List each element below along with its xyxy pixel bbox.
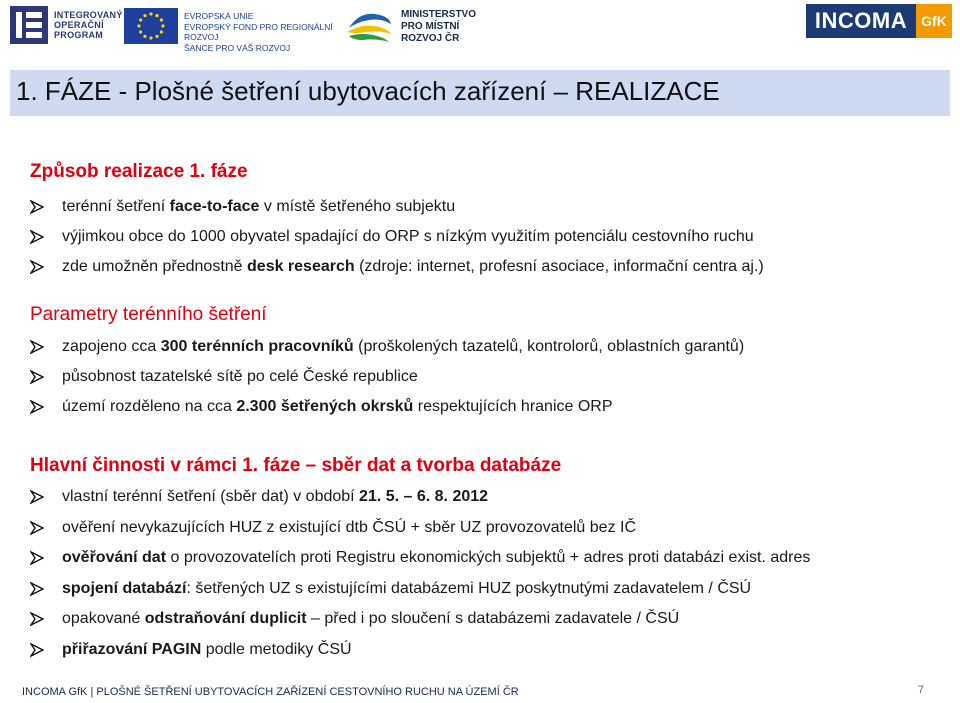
arrow-bullet-icon [30, 521, 44, 535]
bullet-text: 300 terénních pracovníků [160, 338, 354, 355]
iop-mark-icon [10, 6, 48, 44]
bullet-text: : šetřených UZ s existujícími databázemi HUZ poskytnutými zadavatelem / ČSÚ [186, 579, 752, 597]
bullet-text: území rozděleno na cca [62, 398, 237, 415]
section-heading-parameters: Parametry terénního šetření [30, 304, 267, 325]
bullet-text: odstraňování duplicit [144, 610, 307, 627]
bullet-item [30, 392, 744, 422]
arrow-bullet-icon [30, 612, 44, 626]
bullet-list-activities [30, 482, 810, 665]
mmr-logo-text: MINISTERSTVO PRO MÍSTNÍ ROZVOJ ČR [401, 9, 477, 44]
arrow-bullet-icon [30, 230, 44, 244]
bullet-text: desk research [247, 258, 355, 275]
bullet-text: ověření nevykazujících HUZ z existující dtb ČSÚ + sběr UZ provozovatelů bez IČ [62, 518, 637, 536]
arrow-bullet-icon [30, 340, 44, 354]
iop-logo [10, 6, 123, 44]
bullet-text: zde umožněn přednostně [62, 258, 248, 275]
bullet-text: v místě šetřeného subjektu [259, 198, 456, 215]
iop-logo-text: INTEGROVANÝ OPERAČNÍ PROGRAM [54, 10, 123, 40]
bullet-item [30, 513, 810, 544]
bullet-text: vlastní terénní šetření (sběr dat) v období [62, 488, 360, 505]
incoma-gfk-logo [806, 4, 952, 38]
bullet-text: výjimkou obce do 1000 obyvatel spadající do ORP s nízkým využitím potenciálu cestovního ruchu [62, 228, 754, 245]
bullet-text: – před i po sloučení s databázemi zadavatele / ČSÚ [306, 610, 680, 627]
bullet-item [30, 192, 764, 222]
bullet-item [30, 332, 744, 362]
bullet-item [30, 635, 810, 666]
bullet-item [30, 252, 764, 282]
bullet-text: face-to-face [169, 198, 260, 215]
arrow-bullet-icon [30, 400, 44, 414]
bullet-text: (zdroje: internet, profesní asociace, informační centra aj.) [354, 258, 764, 275]
logo-bar [0, 0, 960, 53]
bullet-list-method [30, 192, 764, 282]
bullet-item [30, 543, 810, 574]
title-band [10, 70, 950, 116]
section-heading-method: Způsob realizace 1. fáze [30, 161, 248, 182]
eu-flag-icon [124, 8, 178, 44]
slide-title: 1. FÁZE - Plošné šetření ubytovacích zařízení – REALIZACE [16, 76, 720, 106]
bullet-text: terénní šetření [62, 198, 170, 215]
arrow-bullet-icon [30, 551, 44, 565]
bullet-item [30, 362, 744, 392]
arrow-bullet-icon [30, 200, 44, 214]
footer-text: INCOMA GfK | PLOŠNÉ ŠETŘENÍ UBYTOVACÍCH ZAŘÍZENÍ CESTOVNÍHO RUCHU NA ÚZEMÍ ČR [22, 686, 519, 698]
bullet-text: o provozovatelích proti Registru ekonomických subjektů + adres proti databázi exist. adres [166, 549, 811, 566]
eu-logo [124, 6, 339, 53]
bullet-text: přiřazování PAGIN [62, 640, 202, 658]
mmr-emblem-icon [345, 6, 393, 46]
page-number: 7 [917, 684, 924, 696]
arrow-bullet-icon [30, 643, 44, 657]
bullet-text: spojení databází [62, 579, 187, 597]
arrow-bullet-icon [30, 582, 44, 596]
bullet-text: 2.300 šetřených okrsků [236, 398, 414, 415]
arrow-bullet-icon [30, 490, 44, 504]
bullet-text: opakované [62, 610, 145, 627]
arrow-bullet-icon [30, 370, 44, 384]
bullet-item [30, 604, 810, 635]
bullet-text: působnost tazatelské sítě po celé České republice [62, 368, 418, 385]
bullet-text: podle metodiky ČSÚ [201, 640, 352, 658]
bullet-item [30, 482, 810, 513]
bullet-item [30, 222, 764, 252]
bullet-text: (proškolených tazatelů, kontrolorů, oblastních garantů) [353, 338, 745, 355]
bullet-text: respektujících hranice ORP [413, 398, 613, 415]
incoma-logo-text: INCOMA [806, 4, 916, 38]
bullet-item [30, 574, 810, 605]
gfk-logo-text: GfK [916, 4, 952, 38]
bullet-text: zapojeno cca [62, 338, 161, 355]
bullet-text: 21. 5. – 6. 8. 2012 [359, 488, 489, 505]
mmr-logo [345, 6, 495, 46]
eu-logo-text: EVROPSKÁ UNIE EVROPSKÝ FOND PRO REGIONÁLNÍ ROZVOJ ŠANCE PRO VÁŠ ROZVOJ [184, 11, 333, 53]
section-heading-activities: Hlavní činnosti v rámci 1. fáze – sběr dat a tvorba databáze [30, 455, 562, 476]
arrow-bullet-icon [30, 260, 44, 274]
bullet-text: ověřování dat [62, 549, 167, 566]
bullet-list-parameters [30, 332, 744, 422]
